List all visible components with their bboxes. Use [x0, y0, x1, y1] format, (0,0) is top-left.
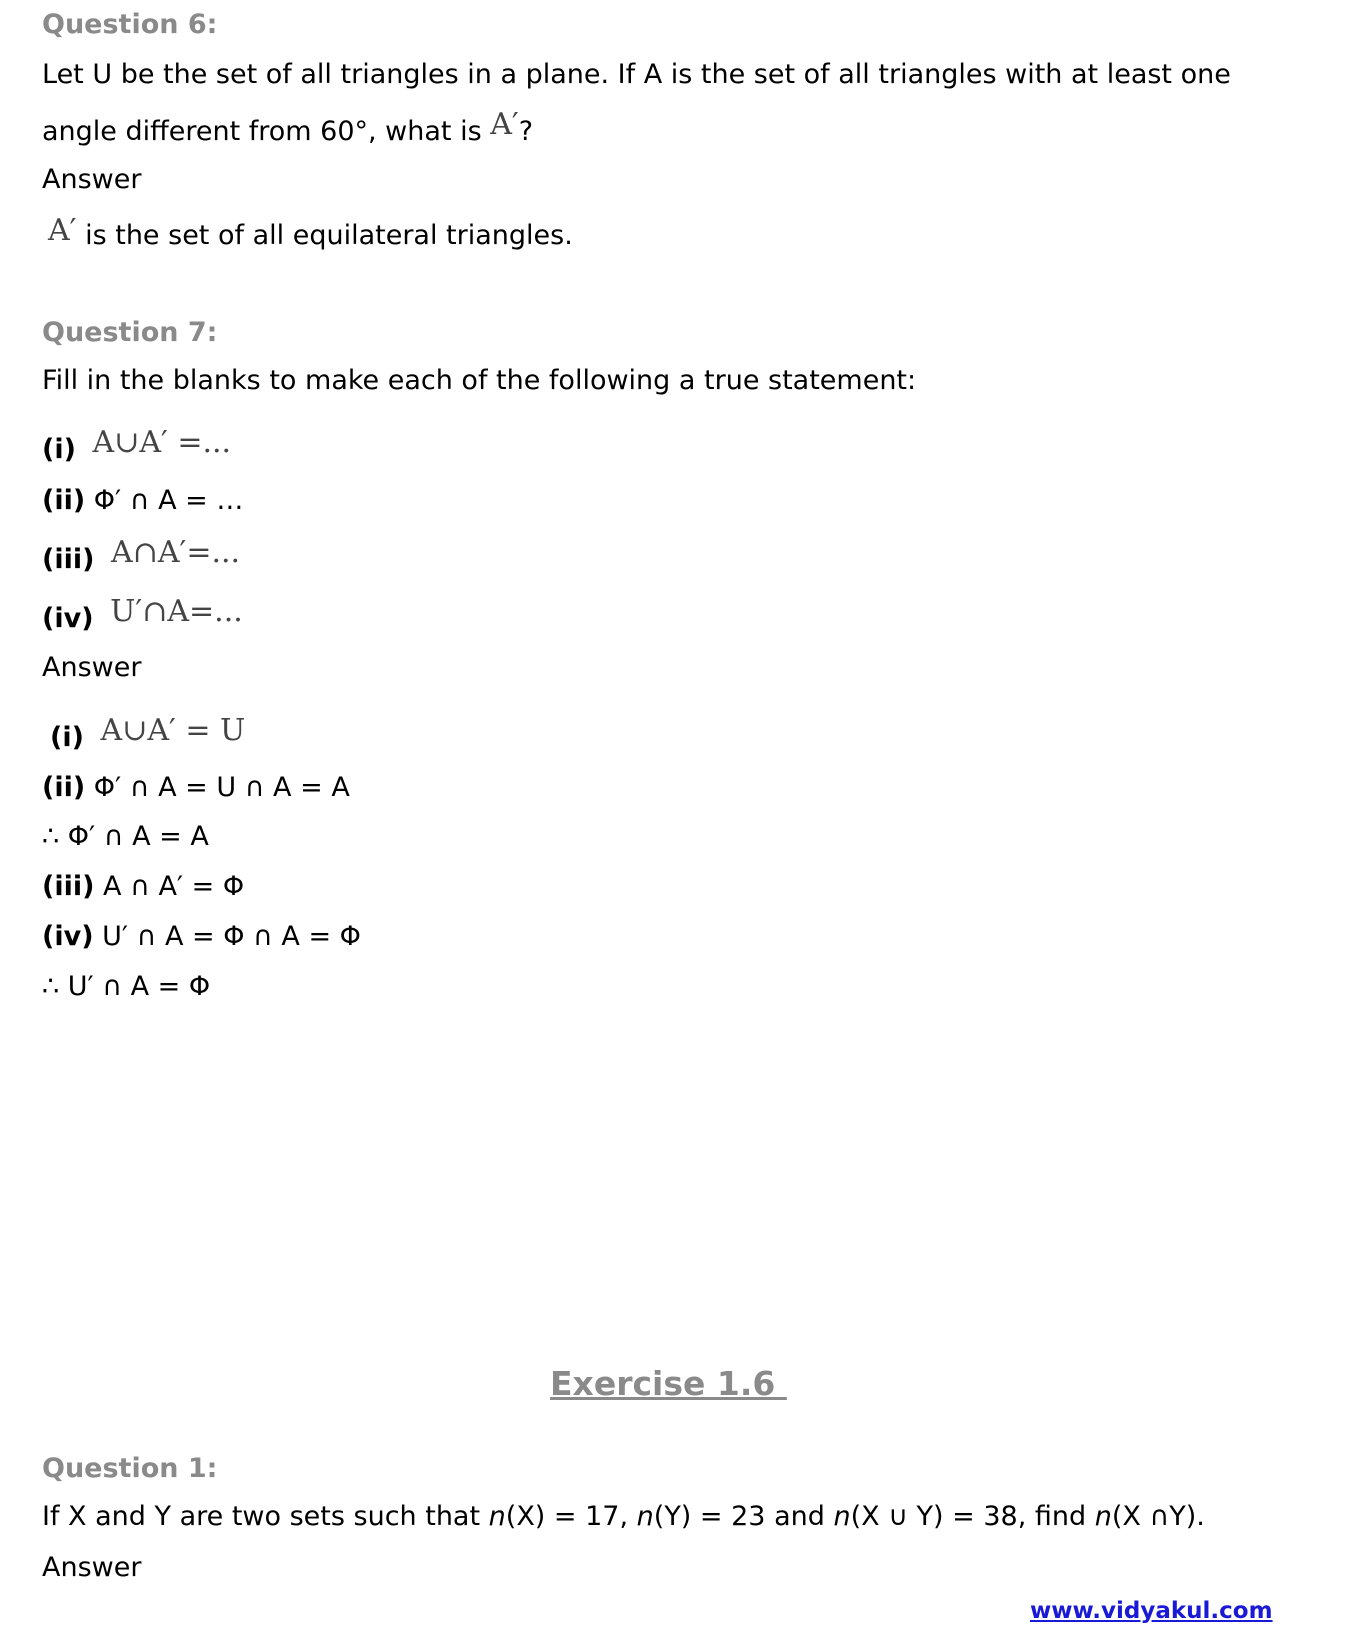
answer-label: (i) [50, 722, 84, 753]
q1-text-c: (Y) = 23 and [653, 1501, 834, 1532]
question-7-answer-i [50, 713, 246, 755]
answer-label: (ii) [42, 772, 86, 803]
part-label: (iii) [42, 544, 95, 575]
question-1-answer-label: Answer [42, 1552, 142, 1583]
answer-expression: U′ ∩ A = Φ ∩ A = Φ [102, 921, 361, 952]
question-1-heading: Question 1: [42, 1453, 218, 1484]
part-expression: A∪A′ =... [92, 425, 232, 460]
q1-n2: n [636, 1501, 654, 1532]
question-7-part-ii [42, 484, 243, 518]
question-7-answer-ii [42, 771, 350, 805]
q1-text-a: If X and Y are two sets such that [42, 1501, 489, 1532]
q1-n4: n [1094, 1501, 1112, 1532]
footer-website-link[interactable]: www.vidyakul.com [1030, 1598, 1273, 1624]
answer-label: (iv) [42, 921, 94, 952]
question-6-text-line2 [42, 107, 534, 149]
exercise-title: Exercise 1.6 [550, 1364, 787, 1403]
q1-text-b: (X) = 17, [505, 1501, 637, 1532]
question-7-heading: Question 7: [42, 317, 218, 348]
question-6-answer-label: Answer [42, 164, 142, 195]
answer-expression: A ∩ A′ = Φ [103, 871, 245, 902]
question-mark: ? [518, 116, 534, 147]
q1-text-e: (X ∩Y). [1111, 1501, 1205, 1532]
part-expression: A∩A′=... [111, 535, 241, 570]
question-6-answer [48, 213, 573, 253]
question-7-answer-iv-therefore: ∴ U′ ∩ A = Φ [42, 971, 211, 1002]
question-6-text-line2-main: angle different from 60°, what is [42, 116, 491, 147]
a-complement-symbol: A′ [490, 107, 519, 142]
answer-label: (iii) [42, 871, 95, 902]
question-7-answer-iii [42, 870, 244, 904]
part-expression: U′∩A=... [110, 594, 243, 629]
part-label: (ii) [42, 485, 86, 516]
part-label: (i) [42, 434, 76, 465]
question-7-answer-label: Answer [42, 652, 142, 683]
question-6-heading: Question 6: [42, 9, 218, 40]
answer-expression: A∪A′ = U [100, 713, 246, 748]
answer-expression: Φ′ ∩ A = U ∩ A = A [93, 772, 350, 803]
question-7-intro: Fill in the blanks to make each of the following a true statement: [42, 365, 917, 396]
q1-text-d: (X ∪ Y) = 38, find [850, 1501, 1095, 1532]
question-7-part-iii [42, 535, 241, 577]
answer-a-complement-symbol: A′ [48, 213, 77, 248]
question-7-answer-iv [42, 920, 361, 954]
part-expression: Φ′ ∩ A = … [93, 485, 244, 516]
question-1-text [42, 1500, 1205, 1534]
question-7-answer-ii-therefore: ∴ Φ′ ∩ A = A [42, 821, 209, 852]
question-7-part-i [42, 425, 232, 467]
q1-n3: n [833, 1501, 851, 1532]
question-7-part-iv [42, 594, 243, 636]
part-label: (iv) [42, 603, 94, 634]
q1-n1: n [488, 1501, 506, 1532]
question-6-answer-text: is the set of all equilateral triangles. [85, 220, 573, 251]
question-6-text-line1: Let U be the set of all triangles in a plane. If A is the set of all triangles with at least one [42, 59, 1231, 90]
